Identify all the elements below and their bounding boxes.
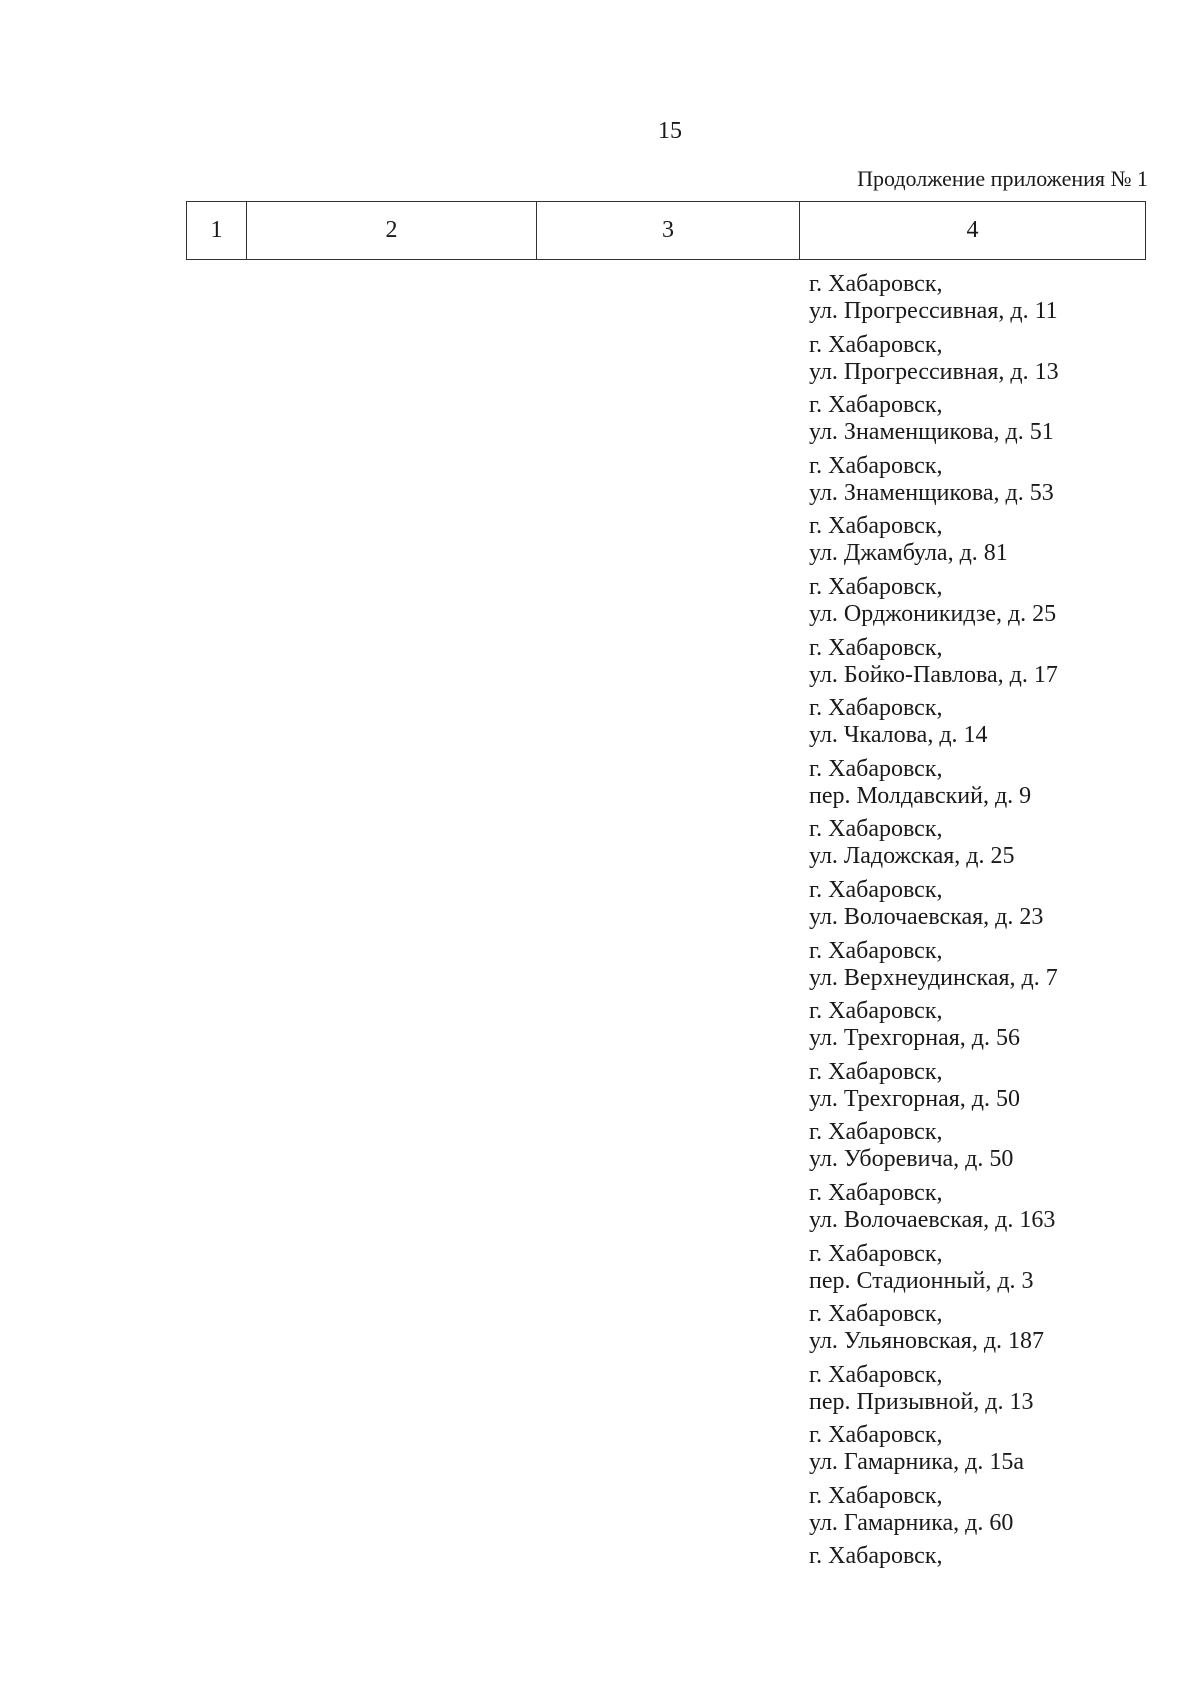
address-city: г. Хабаровск,	[809, 1119, 943, 1146]
address-item	[809, 816, 1059, 877]
address-street: пер. Молдавский, д. 9	[809, 782, 1032, 809]
address-item	[809, 271, 1059, 332]
address-city: г. Хабаровск,	[809, 634, 943, 661]
address-city: г. Хабаровск,	[809, 1058, 943, 1085]
column-header-row	[187, 202, 1146, 260]
address-street: ул. Знаменщикова, д. 51	[809, 419, 1054, 446]
address-street: ул. Прогрессивная, д. 11	[809, 298, 1058, 324]
address-city: г. Хабаровск,	[809, 1240, 943, 1267]
address-city: г. Хабаровск,	[809, 271, 943, 297]
address-item	[809, 877, 1059, 938]
address-city: г. Хабаровск,	[809, 695, 943, 722]
address-list	[809, 271, 1059, 1604]
address-street: ул. Волочаевская, д. 23	[809, 903, 1044, 930]
address-city: г. Хабаровск,	[809, 1179, 943, 1206]
address-city: г. Хабаровск,	[809, 1361, 943, 1388]
address-city: г. Хабаровск,	[809, 331, 943, 358]
address-city: г. Хабаровск,	[809, 392, 943, 419]
address-street: ул. Трехгорная, д. 50	[809, 1085, 1020, 1112]
address-item	[809, 1241, 1059, 1302]
address-street: ул. Чкалова, д. 14	[809, 722, 988, 749]
address-city: г. Хабаровск,	[809, 452, 943, 479]
address-city: г. Хабаровск,	[809, 755, 943, 782]
address-item	[809, 1301, 1059, 1362]
continuation-label: Продолжение приложения № 1	[857, 166, 1148, 191]
address-street: ул. Знаменщикова, д. 53	[809, 479, 1054, 506]
address-street: ул. Орджоникидзе, д. 25	[809, 600, 1057, 627]
column-header-2: 2	[247, 202, 537, 260]
column-header-table	[186, 201, 1146, 260]
address-street: ул. Прогрессивная, д. 13	[809, 358, 1059, 385]
address-street: пер. Стадионный, д. 3	[809, 1267, 1034, 1294]
page-number: 15	[658, 118, 682, 144]
address-street: ул. Бойко-Павлова, д. 17	[809, 661, 1058, 688]
address-item	[809, 938, 1059, 999]
address-city: г. Хабаровск,	[809, 1543, 943, 1570]
address-item	[809, 1543, 1059, 1604]
address-item	[809, 574, 1059, 635]
address-city: г. Хабаровск,	[809, 816, 943, 843]
address-street: ул. Верхнеудинская, д. 7	[809, 964, 1058, 991]
address-city: г. Хабаровск,	[809, 876, 943, 903]
address-item	[809, 1362, 1059, 1423]
address-city: г. Хабаровск,	[809, 573, 943, 600]
address-street: ул. Ладожская, д. 25	[809, 843, 1015, 870]
address-item	[809, 1059, 1059, 1120]
address-item	[809, 453, 1059, 514]
address-street: пер. Призывной, д. 13	[809, 1388, 1034, 1415]
address-item	[809, 1422, 1059, 1483]
address-city: г. Хабаровск,	[809, 1422, 943, 1449]
column-header-1: 1	[187, 202, 247, 260]
address-street: ул. Гамарника, д. 60	[809, 1509, 1014, 1536]
address-item	[809, 513, 1059, 574]
address-item	[809, 1483, 1059, 1544]
address-item	[809, 1180, 1059, 1241]
address-city: г. Хабаровск,	[809, 998, 943, 1025]
address-item	[809, 1119, 1059, 1180]
column-header-3: 3	[537, 202, 800, 260]
address-city: г. Хабаровск,	[809, 513, 943, 540]
column-header-4: 4	[800, 202, 1146, 260]
address-item	[809, 756, 1059, 817]
address-street: ул. Джамбула, д. 81	[809, 540, 1008, 567]
address-item	[809, 998, 1059, 1059]
address-street: ул. Волочаевская, д. 163	[809, 1206, 1056, 1233]
address-city: г. Хабаровск,	[809, 1482, 943, 1509]
address-street: ул. Гамарника, д. 15а	[809, 1449, 1025, 1476]
address-city: г. Хабаровск,	[809, 937, 943, 964]
address-item	[809, 332, 1059, 393]
address-street: ул. Уборевича, д. 50	[809, 1146, 1014, 1173]
address-street: ул. Ульяновская, д. 187	[809, 1328, 1045, 1355]
address-item	[809, 635, 1059, 696]
address-item	[809, 695, 1059, 756]
address-street: ул. Трехгорная, д. 56	[809, 1025, 1020, 1052]
address-city: г. Хабаровск,	[809, 1301, 943, 1328]
address-item	[809, 392, 1059, 453]
